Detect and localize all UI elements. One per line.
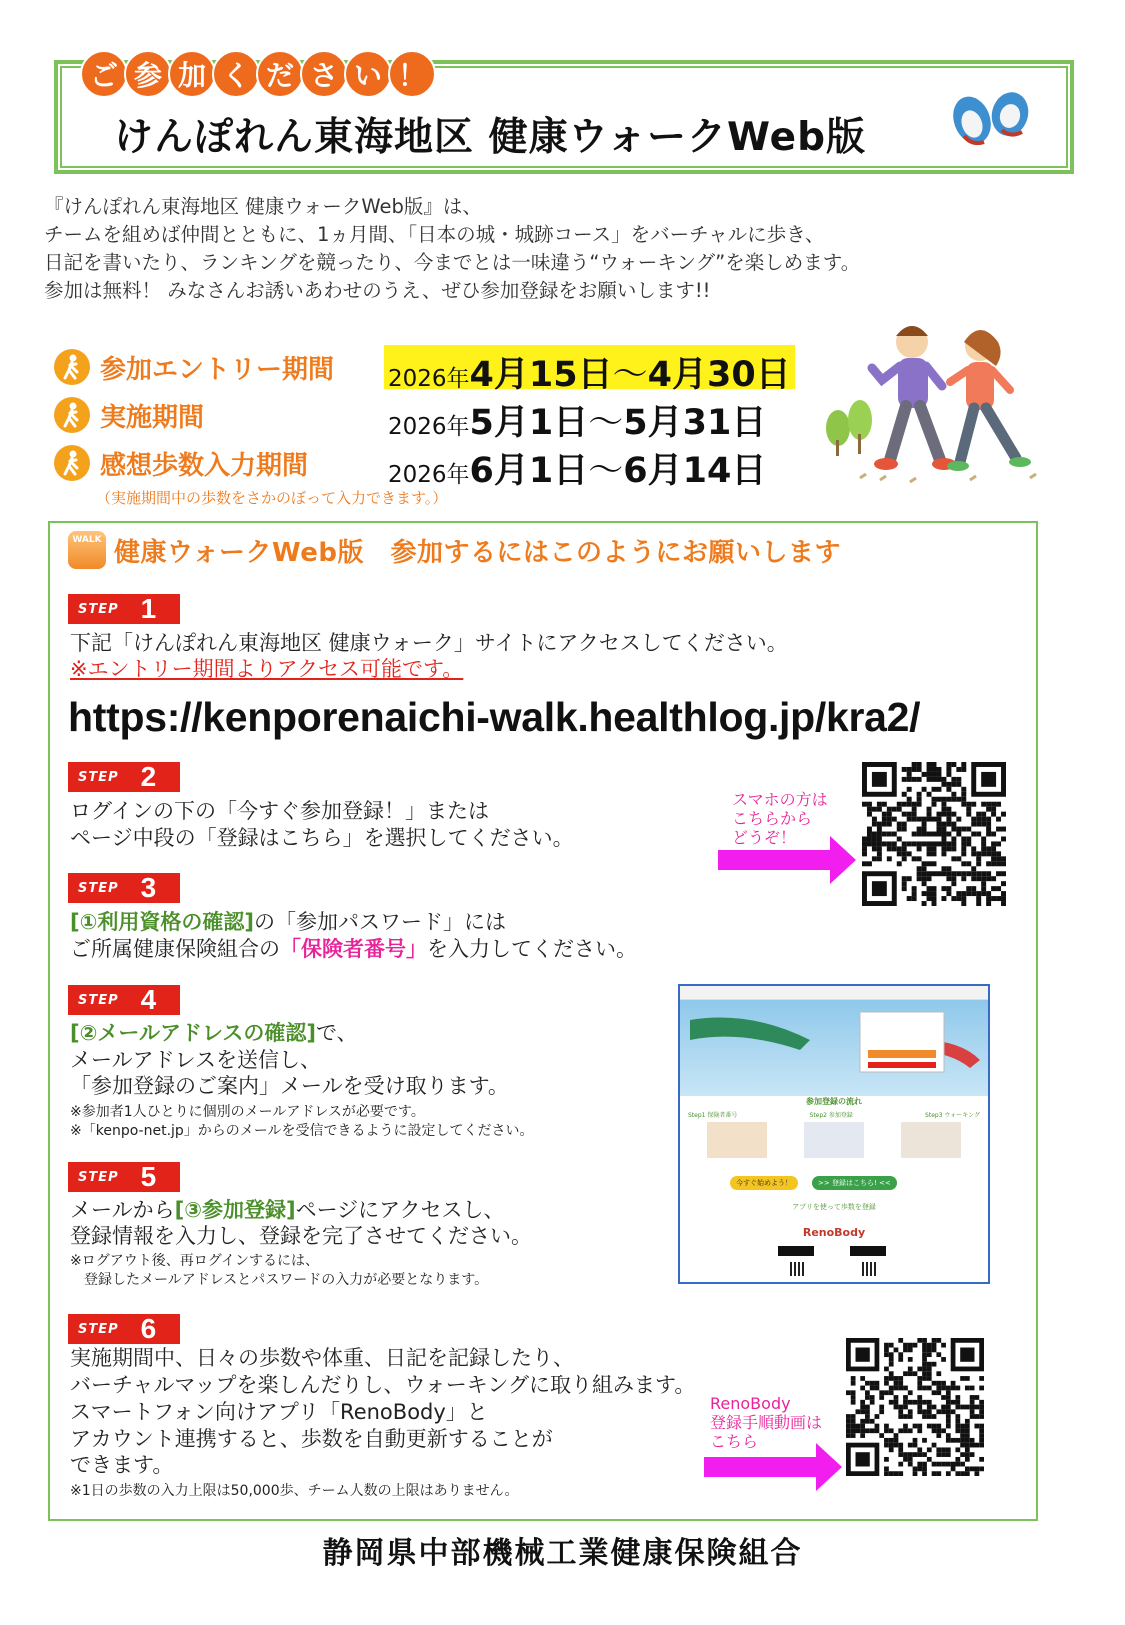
step-2-badge: STEP 2 bbox=[68, 762, 180, 792]
step-2-text: ページ中段の「登録はこちら」を選択してください。 bbox=[70, 826, 574, 850]
site-screenshot-thumbnail bbox=[678, 984, 990, 1284]
intro-line: 日記を書いたり、ランキングを競ったり、今までとは一味違う“ウォーキング”を楽しめます。 bbox=[44, 251, 861, 274]
period-label: 参加エントリー期間 bbox=[100, 354, 335, 385]
step-5-text: 登録情報を入力し、登録を完了させてください。 bbox=[70, 1224, 532, 1248]
thumb-header bbox=[680, 986, 988, 1000]
step-4-note: ※「kenpo-net.jp」からのメールを受信できるように設定してください。 bbox=[70, 1123, 534, 1139]
thumb-register-button: >> 登録はこちら! << bbox=[812, 1176, 897, 1190]
qr-code-site[interactable] bbox=[862, 762, 1006, 906]
step-6-text: スマートフォン向けアプリ「RenoBody」と bbox=[70, 1400, 488, 1424]
intro-line: チームを組めば仲間とともに、1ヵ月間、「日本の城・城跡コース」をバーチャルに歩き、 bbox=[44, 223, 825, 246]
step-4-text: メールアドレスを送信し、 bbox=[70, 1048, 321, 1072]
mini-qr-icon bbox=[790, 1262, 804, 1276]
step-1-text: 下記「けんぽれん東海地区 健康ウォーク」サイトにアクセスしてください。 bbox=[70, 631, 788, 655]
intro-line: 参加は無料！ みなさんお誘いあわせのうえ、ぜひ参加登録をお願いします!! bbox=[44, 279, 711, 302]
step-5-text: メールから[③参加登録]ページにアクセスし、 bbox=[70, 1198, 505, 1222]
period-date: 2026年 4月 15日 ～ 4月 30日 bbox=[384, 345, 795, 389]
banner-char: ！ bbox=[388, 50, 436, 98]
step-5-note: ※ログアウト後、再ログインするには、 bbox=[70, 1253, 320, 1269]
period-step-input bbox=[54, 441, 767, 491]
banner-char: さ bbox=[300, 50, 348, 98]
intro-paragraph bbox=[44, 193, 1084, 305]
step-4-text: [②メールアドレスの確認]で、 bbox=[70, 1021, 358, 1045]
thumb-hero bbox=[680, 1000, 988, 1096]
qr2-label: RenoBody 登録手順動画は こちら bbox=[710, 1394, 823, 1451]
google-play-badge bbox=[850, 1246, 886, 1256]
step-4-badge: STEP 4 bbox=[68, 985, 180, 1015]
period-label: 実施期間 bbox=[100, 402, 205, 433]
page-title: けんぽれん東海地区 健康ウォークWeb版 bbox=[114, 115, 867, 160]
panel-heading bbox=[68, 531, 841, 569]
step-5-note: 登録したメールアドレスとパスワードの入力が必要となります。 bbox=[70, 1272, 489, 1288]
banner-char: だ bbox=[256, 50, 304, 98]
walking-couple-illustration bbox=[820, 310, 1050, 490]
period-date: 2026年 6月 1日 ～ 6月 14日 bbox=[388, 451, 767, 491]
panel-heading-text: 健康ウォークWeb版 参加するにはこのようにお願いします bbox=[114, 537, 841, 568]
period-implementation bbox=[54, 393, 767, 443]
step-6-text: できます。 bbox=[70, 1453, 174, 1477]
banner-char: 参 bbox=[124, 50, 172, 98]
walker-icon bbox=[54, 445, 90, 481]
banner-char: 加 bbox=[168, 50, 216, 98]
step-6-note: ※1日の歩数の入力上限は50,000歩、チーム人数の上限はありません。 bbox=[70, 1483, 519, 1499]
step-6-text: 実施期間中、日々の歩数や体重、日記を記録したり、 bbox=[70, 1346, 574, 1370]
period-label: 感想歩数入力期間 bbox=[100, 450, 309, 481]
banner-join-please bbox=[80, 50, 432, 100]
step-2-text: ログインの下の「今すぐ参加登録！」または bbox=[70, 799, 489, 823]
thumb-app-title: アプリを使って歩数を登録 bbox=[792, 1203, 876, 1211]
thumb-flow-images bbox=[688, 1122, 980, 1162]
step-6-text: バーチャルマップを楽しんだりし、ウォーキングに取り組みます。 bbox=[70, 1373, 696, 1397]
qr-code-renobody-video[interactable] bbox=[846, 1338, 984, 1476]
banner-char: く bbox=[212, 50, 260, 98]
intro-line: 『けんぽれん東海地区 健康ウォークWeb版』は、 bbox=[44, 195, 482, 218]
period-note: （実施期間中の歩数をさかのぼって入力できます。） bbox=[96, 489, 448, 507]
step-5-badge: STEP 5 bbox=[68, 1162, 180, 1192]
step-6-text: アカウント連携すると、歩数を自動更新することが bbox=[70, 1427, 553, 1451]
step-3-text: [①利用資格の確認]の「参加パスワード」には bbox=[70, 910, 506, 934]
site-url-link[interactable]: https://kenporenaichi-walk.healthlog.jp/kra2/ bbox=[68, 694, 921, 740]
step-1-badge: STEP 1 bbox=[68, 594, 180, 624]
sneakers-icon bbox=[944, 90, 1040, 150]
organization-name: 静岡県中部機械工業健康保険組合 bbox=[322, 1536, 803, 1571]
step-6-badge: STEP 6 bbox=[68, 1314, 180, 1344]
period-entry bbox=[54, 345, 791, 395]
arrow-icon bbox=[718, 850, 830, 870]
thumb-flow-steps: Step1 保険者番号 Step2 参加登録 Step3 ウォーキング bbox=[688, 1112, 980, 1119]
step-3-badge: STEP 3 bbox=[68, 873, 180, 903]
step-4-text: 「参加登録のご案内」メールを受け取ります。 bbox=[70, 1074, 509, 1098]
period-date: 2026年 5月 1日 ～ 5月 31日 bbox=[388, 403, 767, 443]
walker-icon bbox=[54, 397, 90, 433]
mini-qr-icon bbox=[862, 1262, 876, 1276]
step-4-note: ※参加者1人ひとりに個別のメールアドレスが必要です。 bbox=[70, 1104, 425, 1120]
thumb-start-button: 今すぐ始めよう！ bbox=[730, 1176, 798, 1190]
app-store-badge bbox=[778, 1246, 814, 1256]
step-3-text: ご所属健康保険組合の「保険者番号」を入力してください。 bbox=[70, 937, 637, 961]
walk-app-icon: WALK bbox=[68, 531, 106, 569]
walker-icon bbox=[54, 349, 90, 385]
banner-char: い bbox=[344, 50, 392, 98]
thumb-flow-title: 参加登録の流れ bbox=[806, 1097, 862, 1106]
arrow-icon bbox=[704, 1457, 816, 1477]
qr1-label: スマホの方は こちらから どうぞ！ bbox=[732, 790, 828, 847]
step-1-note: ※エントリー期間よりアクセス可能です。 bbox=[70, 657, 464, 681]
thumb-renobody-logo: RenoBody bbox=[802, 1226, 866, 1239]
banner-char: ご bbox=[80, 50, 128, 98]
